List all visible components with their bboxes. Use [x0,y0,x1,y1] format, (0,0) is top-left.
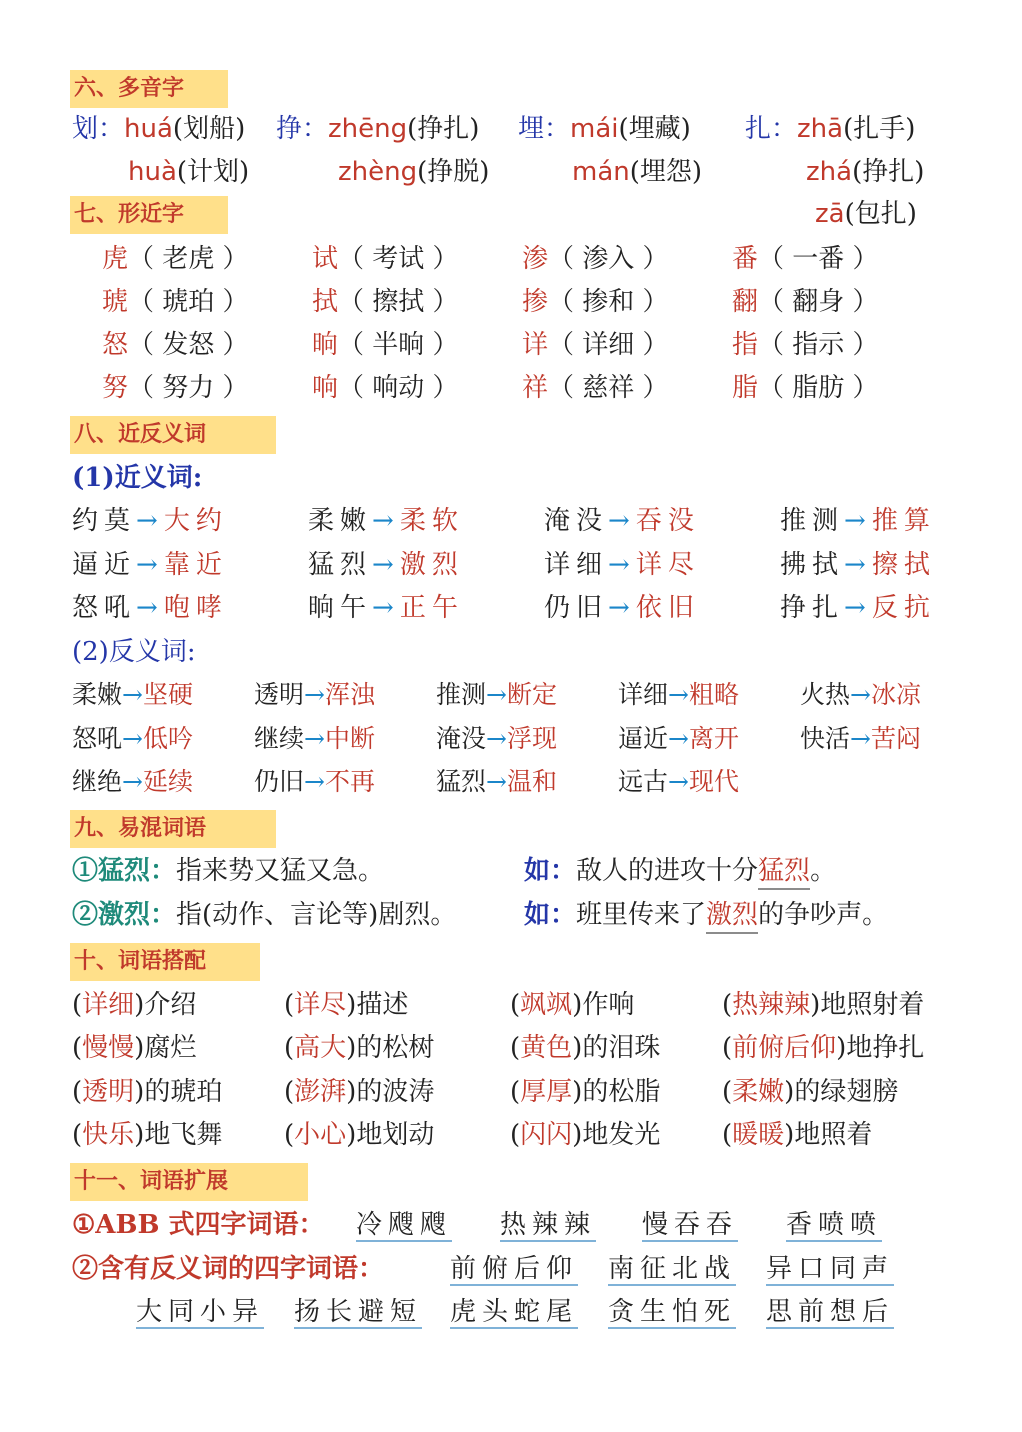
polyphonic-char: 埋 [518,114,545,144]
collocation-item: (快乐)地飞舞 [72,1120,223,1150]
polyphonic-item: 扎：zhā(扎手) [745,114,916,144]
section-heading-confusing-words: 九、易混词语 [70,810,276,848]
antonym-idiom-label: ②含有反义词的四字词语： [72,1254,385,1284]
antonym-idiom: 贪生怕死 [608,1297,737,1327]
similar-char-item: 琥（ 琥珀 ） [102,287,249,317]
collocation-item: (详尽)描述 [284,990,409,1020]
antonym-pair: 继续→中断 [254,724,375,753]
collocation-item: (慢慢)腐烂 [72,1033,197,1063]
abb-label: ①ABB 式四字词语： [72,1210,325,1240]
polyphonic-item: 挣：zhēng(挣扎) [276,114,480,144]
synonym-pair: 晌午→正午 [308,593,464,623]
similar-char-item: 掺（ 掺和 ） [522,287,669,317]
synonyms-label: (1)近义词: [72,463,203,493]
collocation-item: (飒飒)作响 [510,990,635,1020]
abb-word: 冷飕飕 [356,1210,453,1240]
collocation-item: (透明)的琥珀 [72,1077,223,1107]
confusing-example: 如：敌人的进攻十分猛烈。 [524,858,836,884]
antonym-pair: 猛烈→温和 [436,767,557,796]
collocation-item: (小心)地划动 [284,1120,435,1150]
antonym-pair: 柔嫩→坚硬 [72,680,193,709]
similar-char-item: 番（ 一番 ） [732,244,879,274]
collocation-item: (柔嫩)的绿翅膀 [722,1077,899,1107]
synonym-pair: 推测→推算 [780,506,936,536]
similar-char-item: 指（ 指示 ） [732,330,879,360]
collocation-item: (闪闪)地发光 [510,1120,661,1150]
antonym-pair: 快活→苦闷 [800,724,921,753]
polyphonic-item: 划：huá(划船) [72,114,246,144]
collocation-item: (高大)的松树 [284,1033,435,1063]
similar-char-item: 怒（ 发怒 ） [102,330,249,360]
synonym-pair: 详细→详尽 [544,550,700,580]
collocation-item: (澎湃)的波涛 [284,1077,435,1107]
abb-word: 慢吞吞 [642,1210,739,1240]
polyphonic-char: 挣 [276,114,303,144]
collocation-item: (热辣辣)地照射着 [722,990,925,1020]
section-heading-word-expansion: 十一、词语扩展 [70,1163,308,1201]
collocation-item: (黄色)的泪珠 [510,1033,661,1063]
antonym-idiom: 虎头蛇尾 [450,1297,579,1327]
similar-char-item: 详（ 详细 ） [522,330,669,360]
synonym-pair: 逼近→靠近 [72,550,228,580]
antonym-pair: 火热→冰凉 [800,680,921,709]
antonyms-label: (2)反义词: [72,637,196,667]
similar-char-item: 渗（ 渗入 ） [522,244,669,274]
antonym-idiom: 南征北战 [608,1254,737,1284]
confusing-item: ②激烈：指(动作、言论等)剧烈。 [72,900,457,930]
polyphonic-second: mán(埋怨) [572,157,703,187]
synonym-pair: 挣扎→反抗 [780,593,936,623]
collocation-item: (前俯后仰)地挣扎 [722,1033,925,1063]
section-heading-synonyms-antonyms: 八、近反义词 [70,416,276,454]
antonym-pair: 继绝→延续 [72,767,193,796]
polyphonic-char: 扎 [745,114,772,144]
antonym-idiom: 异口同声 [766,1254,895,1284]
synonym-pair: 猛烈→激烈 [308,550,464,580]
confusing-example: 如：班里传来了激烈的争吵声。 [524,902,888,928]
antonym-pair: 淹没→浮现 [436,724,557,753]
confusing-item: ①猛烈：指来势又猛又急。 [72,856,385,886]
antonym-idiom: 思前想后 [766,1297,895,1327]
section-heading-collocations: 十、词语搭配 [70,943,260,981]
synonym-pair: 约莫→大约 [72,506,228,536]
similar-char-item: 拭（ 擦拭 ） [312,287,459,317]
collocation-item: (暖暖)地照着 [722,1120,873,1150]
antonym-idiom: 扬长避短 [294,1297,423,1327]
section-heading-polyphonic: 六、多音字 [70,70,228,108]
antonym-pair: 逼近→离开 [618,724,739,753]
polyphonic-third: zā(包扎) [815,199,917,229]
antonym-pair: 推测→断定 [436,680,557,709]
similar-char-item: 努（ 努力 ） [102,373,249,403]
similar-char-item: 响（ 响动 ） [312,373,459,403]
antonym-pair: 远古→现代 [618,767,739,796]
abb-word: 热辣辣 [500,1210,597,1240]
similar-char-item: 虎（ 老虎 ） [102,244,249,274]
similar-char-item: 脂（ 脂肪 ） [732,373,879,403]
antonym-pair: 仍旧→不再 [254,767,375,796]
polyphonic-char: 划 [72,114,99,144]
similar-char-item: 祥（ 慈祥 ） [522,373,669,403]
similar-char-item: 晌（ 半晌 ） [312,330,459,360]
section-heading-similar-chars: 七、形近字 [70,196,228,234]
synonym-pair: 柔嫩→柔软 [308,506,464,536]
synonym-pair: 淹没→吞没 [544,506,700,536]
antonym-pair: 透明→浑浊 [254,680,375,709]
synonym-pair: 拂拭→擦拭 [780,550,936,580]
similar-char-item: 试（ 考试 ） [312,244,459,274]
polyphonic-item: 埋：mái(埋藏) [518,114,691,144]
polyphonic-second: zhá(挣扎) [806,157,925,187]
abb-word: 香喷喷 [786,1210,883,1240]
similar-char-item: 翻（ 翻身 ） [732,287,879,317]
collocation-item: (厚厚)的松脂 [510,1077,661,1107]
synonym-pair: 仍旧→依旧 [544,593,700,623]
antonym-idiom: 大同小异 [136,1297,265,1327]
collocation-item: (详细)介绍 [72,990,197,1020]
antonym-pair: 详细→粗略 [618,680,739,709]
synonym-pair: 怒吼→咆哮 [72,593,228,623]
polyphonic-second: zhèng(挣脱) [338,157,490,187]
antonym-pair: 怒吼→低吟 [72,724,193,753]
polyphonic-second: huà(计划) [128,157,250,187]
antonym-idiom: 前俯后仰 [450,1254,579,1284]
